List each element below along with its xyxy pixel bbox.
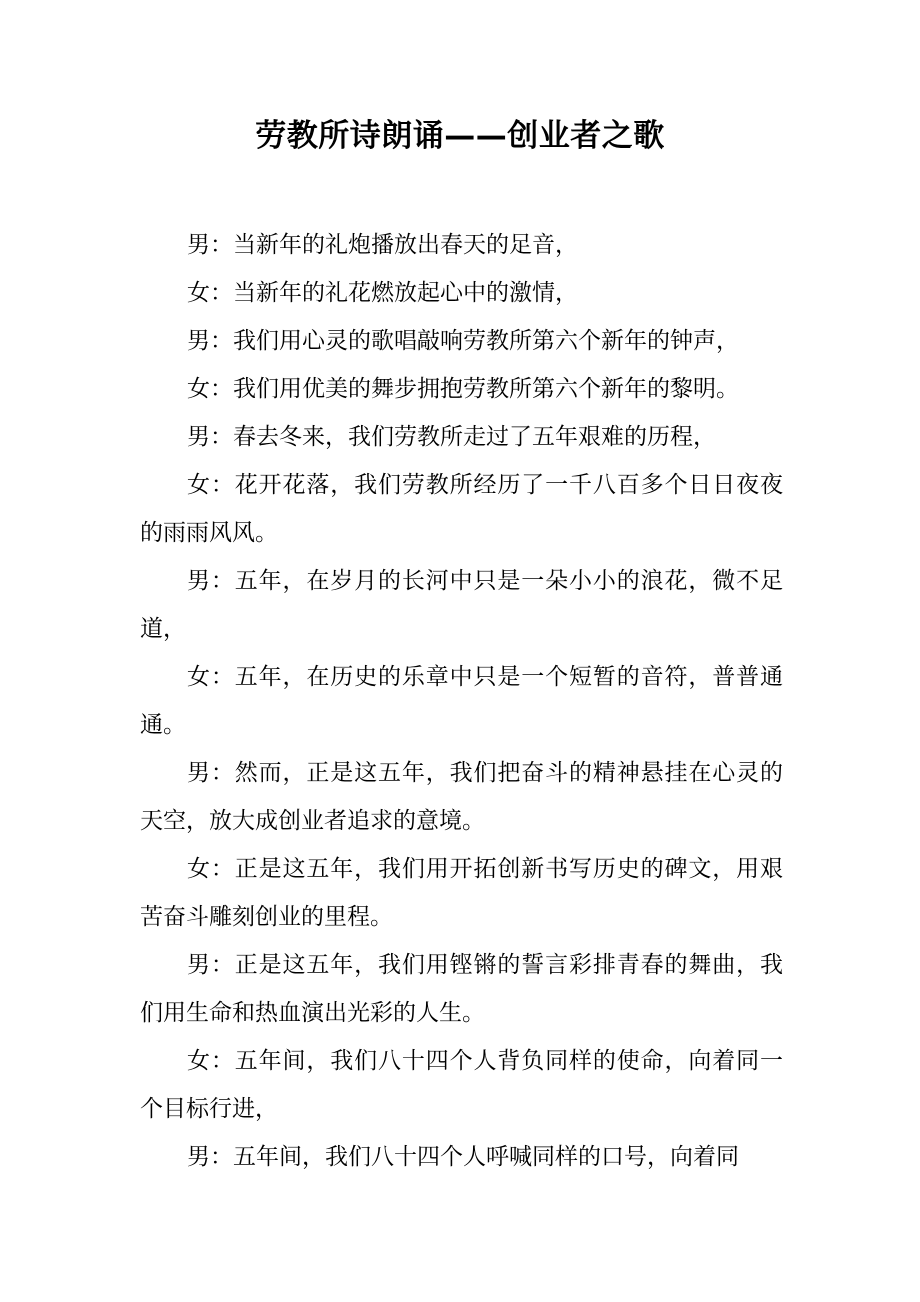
paragraph-4: 女：我们用优美的舞步拥抱劳教所第六个新年的黎明。 — [187, 376, 739, 402]
paragraph-2: 女：当新年的礼花燃放起心中的激情， — [187, 280, 578, 306]
paragraph-11: 男：正是这五年，我们用铿锵的誓言彩排青春的舞曲，我们用生命和热血演出光彩的人生。 — [140, 952, 783, 1026]
document-title: 劳教所诗朗诵——创业者之歌 — [255, 118, 665, 154]
paragraph-12: 女：五年间，我们八十四个人背负同样的使命，向着同一个目标行进， — [140, 1048, 783, 1122]
document-body — [140, 221, 783, 1181]
paragraph-9: 男：然而，正是这五年，我们把奋斗的精神悬挂在心灵的天空，放大成创业者追求的意境。 — [140, 760, 783, 834]
paragraph-6: 女：花开花落，我们劳教所经历了一千八百多个日日夜夜的雨雨风风。 — [140, 472, 783, 546]
paragraph-5: 男：春去冬来，我们劳教所走过了五年艰难的历程， — [187, 424, 716, 450]
paragraph-7: 男：五年，在岁月的长河中只是一朵小小的浪花，微不足道， — [140, 568, 783, 642]
paragraph-10: 女：正是这五年，我们用开拓创新书写历史的碑文，用艰苦奋斗雕刻创业的里程。 — [140, 856, 783, 930]
paragraph-8: 女：五年，在历史的乐章中只是一个短暂的音符，普普通通。 — [140, 664, 783, 738]
paragraph-1: 男：当新年的礼炮播放出春天的足音， — [187, 232, 578, 258]
paragraph-3: 男：我们用心灵的歌唱敲响劳教所第六个新年的钟声， — [187, 328, 739, 354]
paragraph-13: 男：五年间，我们八十四个人呼喊同样的口号，向着同 — [187, 1144, 739, 1170]
